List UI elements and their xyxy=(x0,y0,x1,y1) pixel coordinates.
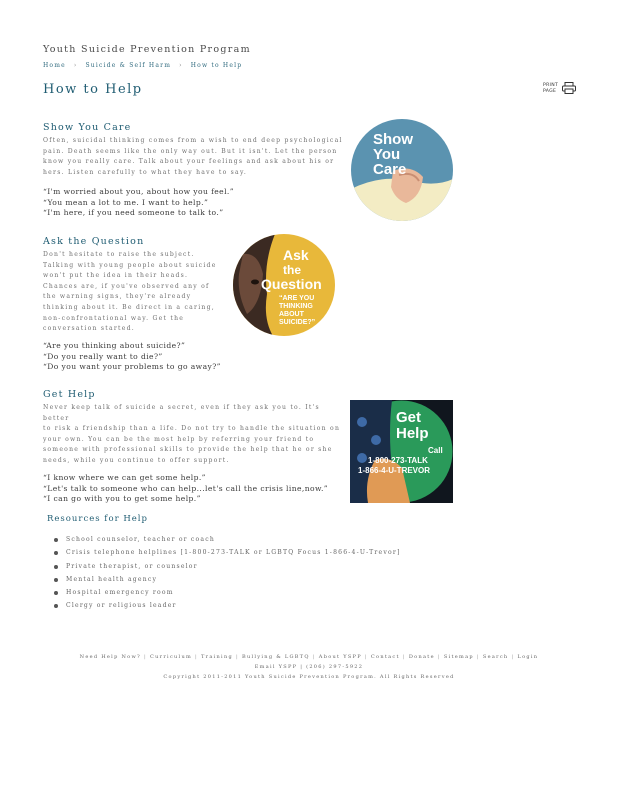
list-item: Crisis telephone helplines [1-800-273-TALK or LGBTQ Focus 1-866-4-U-Trevor] xyxy=(54,548,401,561)
print-page-button[interactable] xyxy=(543,82,577,100)
site-title: Youth Suicide Prevention Program xyxy=(43,44,251,55)
bullet-icon xyxy=(54,578,58,582)
footer-link-sitemap[interactable]: Sitemap xyxy=(443,654,474,660)
svg-text:Care: Care xyxy=(373,161,407,178)
svg-text:1-866-4-U-TREVOR: 1-866-4-U-TREVOR xyxy=(358,466,431,475)
breadcrumb-separator: › xyxy=(73,62,78,69)
footer-link-contact[interactable]: Contact xyxy=(370,654,400,660)
svg-text:SUICIDE?”: SUICIDE?” xyxy=(279,319,316,326)
breadcrumb xyxy=(43,62,242,69)
svg-text:THINKING: THINKING xyxy=(279,303,313,310)
print-page-label: PRINT PAGE xyxy=(543,83,559,94)
footer-link-login[interactable]: Login xyxy=(517,654,539,660)
footer-link-bullying-lgbtq[interactable]: Bullying & LGBTQ xyxy=(241,654,310,660)
section-quotes-ask-the-question: “Are you thinking about suicide?” “Do you really want to die?” “Do you want your problems to go away?” xyxy=(43,341,221,371)
footer-nav: Need Help Now? | Curriculum | Training | Bullying & LGBTQ | About YSPP | Contact | Donate | Sitemap | Search | Login xyxy=(79,654,539,660)
resources-heading: Resources for Help xyxy=(47,514,148,524)
list-item: Mental health agency xyxy=(54,575,401,588)
svg-text:You: You xyxy=(373,146,401,163)
show-you-care-image xyxy=(351,119,453,221)
list-item: School counselor, teacher or coach xyxy=(54,535,401,548)
section-heading-get-help: Get Help xyxy=(43,389,96,400)
bullet-icon xyxy=(54,538,58,542)
svg-text:ABOUT: ABOUT xyxy=(279,311,304,318)
list-item: Clergy or religious leader xyxy=(54,601,401,614)
section-quotes-get-help: “I know where we can get some help.” “Let's talk to someone who can help...let's call the crisis line,now.” “I can go with you to get some help.” xyxy=(43,473,329,503)
breadcrumb-separator: › xyxy=(179,62,183,69)
svg-text:the: the xyxy=(283,263,301,277)
section-paragraph-ask-the-question: Don't hesitate to raise the subject. Talking with young people about suicide won't put the idea in their heads. Chances are, if you've observed any of the warning signs, they're already thinking about it. Be direct in a caring, non-confrontational way. Get the conversation started. xyxy=(43,251,217,333)
section-heading-show-you-care: Show You Care xyxy=(43,122,132,133)
printer-icon xyxy=(562,82,576,94)
svg-text:Ask: Ask xyxy=(283,247,309,263)
section-paragraph-get-help: Never keep talk of suicide a secret, even if they ask you to. It's better to risk a friendship than a life. Do not try to handle the situation on your own. You can be the most help by referring your friend to someone with professional skills to provide the help that he or she needs, while you continue to offer support. xyxy=(43,404,341,464)
footer-copyright: Copyright 2011-2011 Youth Suicide Prevention Program. All Rights Reserved xyxy=(163,674,455,680)
svg-text:Help: Help xyxy=(396,425,429,442)
page-title: How to Help xyxy=(43,82,143,97)
bullet-icon xyxy=(54,551,58,555)
list-item: Private therapist, or counselor xyxy=(54,562,401,575)
breadcrumb-current: How to Help xyxy=(190,62,243,69)
svg-text:“ARE YOU: “ARE YOU xyxy=(279,295,315,302)
footer-link-need-help[interactable]: Need Help Now? xyxy=(79,654,142,660)
section-heading-ask-the-question: Ask the Question xyxy=(43,236,145,247)
svg-text:Get: Get xyxy=(396,409,422,426)
footer-link-search[interactable]: Search xyxy=(482,654,509,660)
get-help-image xyxy=(350,400,453,503)
resources-list xyxy=(54,535,401,615)
bullet-icon xyxy=(54,591,58,595)
footer-link-donate[interactable]: Donate xyxy=(408,654,435,660)
breadcrumb-home[interactable]: Home xyxy=(43,62,66,69)
section-quotes-show-you-care: “I'm worried about you, about how you feel.” “You mean a lot to me. I want to help.” “I'm here, if you need someone to talk to.” xyxy=(43,187,234,217)
bullet-icon xyxy=(54,604,58,608)
svg-text:Show: Show xyxy=(373,131,413,148)
list-item: Hospital emergency room xyxy=(54,588,401,601)
footer-email-line[interactable]: Email YSPP | (206) 297-5922 xyxy=(254,664,364,670)
ask-the-question-image xyxy=(233,234,335,336)
breadcrumb-suicide-self-harm[interactable]: Suicide & Self Harm xyxy=(85,62,172,69)
svg-text:Call: Call xyxy=(428,446,443,455)
footer-link-curriculum[interactable]: Curriculum xyxy=(150,654,193,660)
section-paragraph-show-you-care: Often, suicidal thinking comes from a wish to end deep psychological pain. Death seems like the only way out. But it isn't. Let the person know you really care. Talk about your feelings and ask about his or hers. Listen carefully to what they have to say. xyxy=(43,137,343,176)
footer-link-about[interactable]: About YSPP xyxy=(318,654,362,660)
bullet-icon xyxy=(54,565,58,569)
svg-text:1-800-273-TALK: 1-800-273-TALK xyxy=(368,456,428,465)
svg-text:Question: Question xyxy=(261,276,322,292)
footer-link-training[interactable]: Training xyxy=(201,654,233,660)
